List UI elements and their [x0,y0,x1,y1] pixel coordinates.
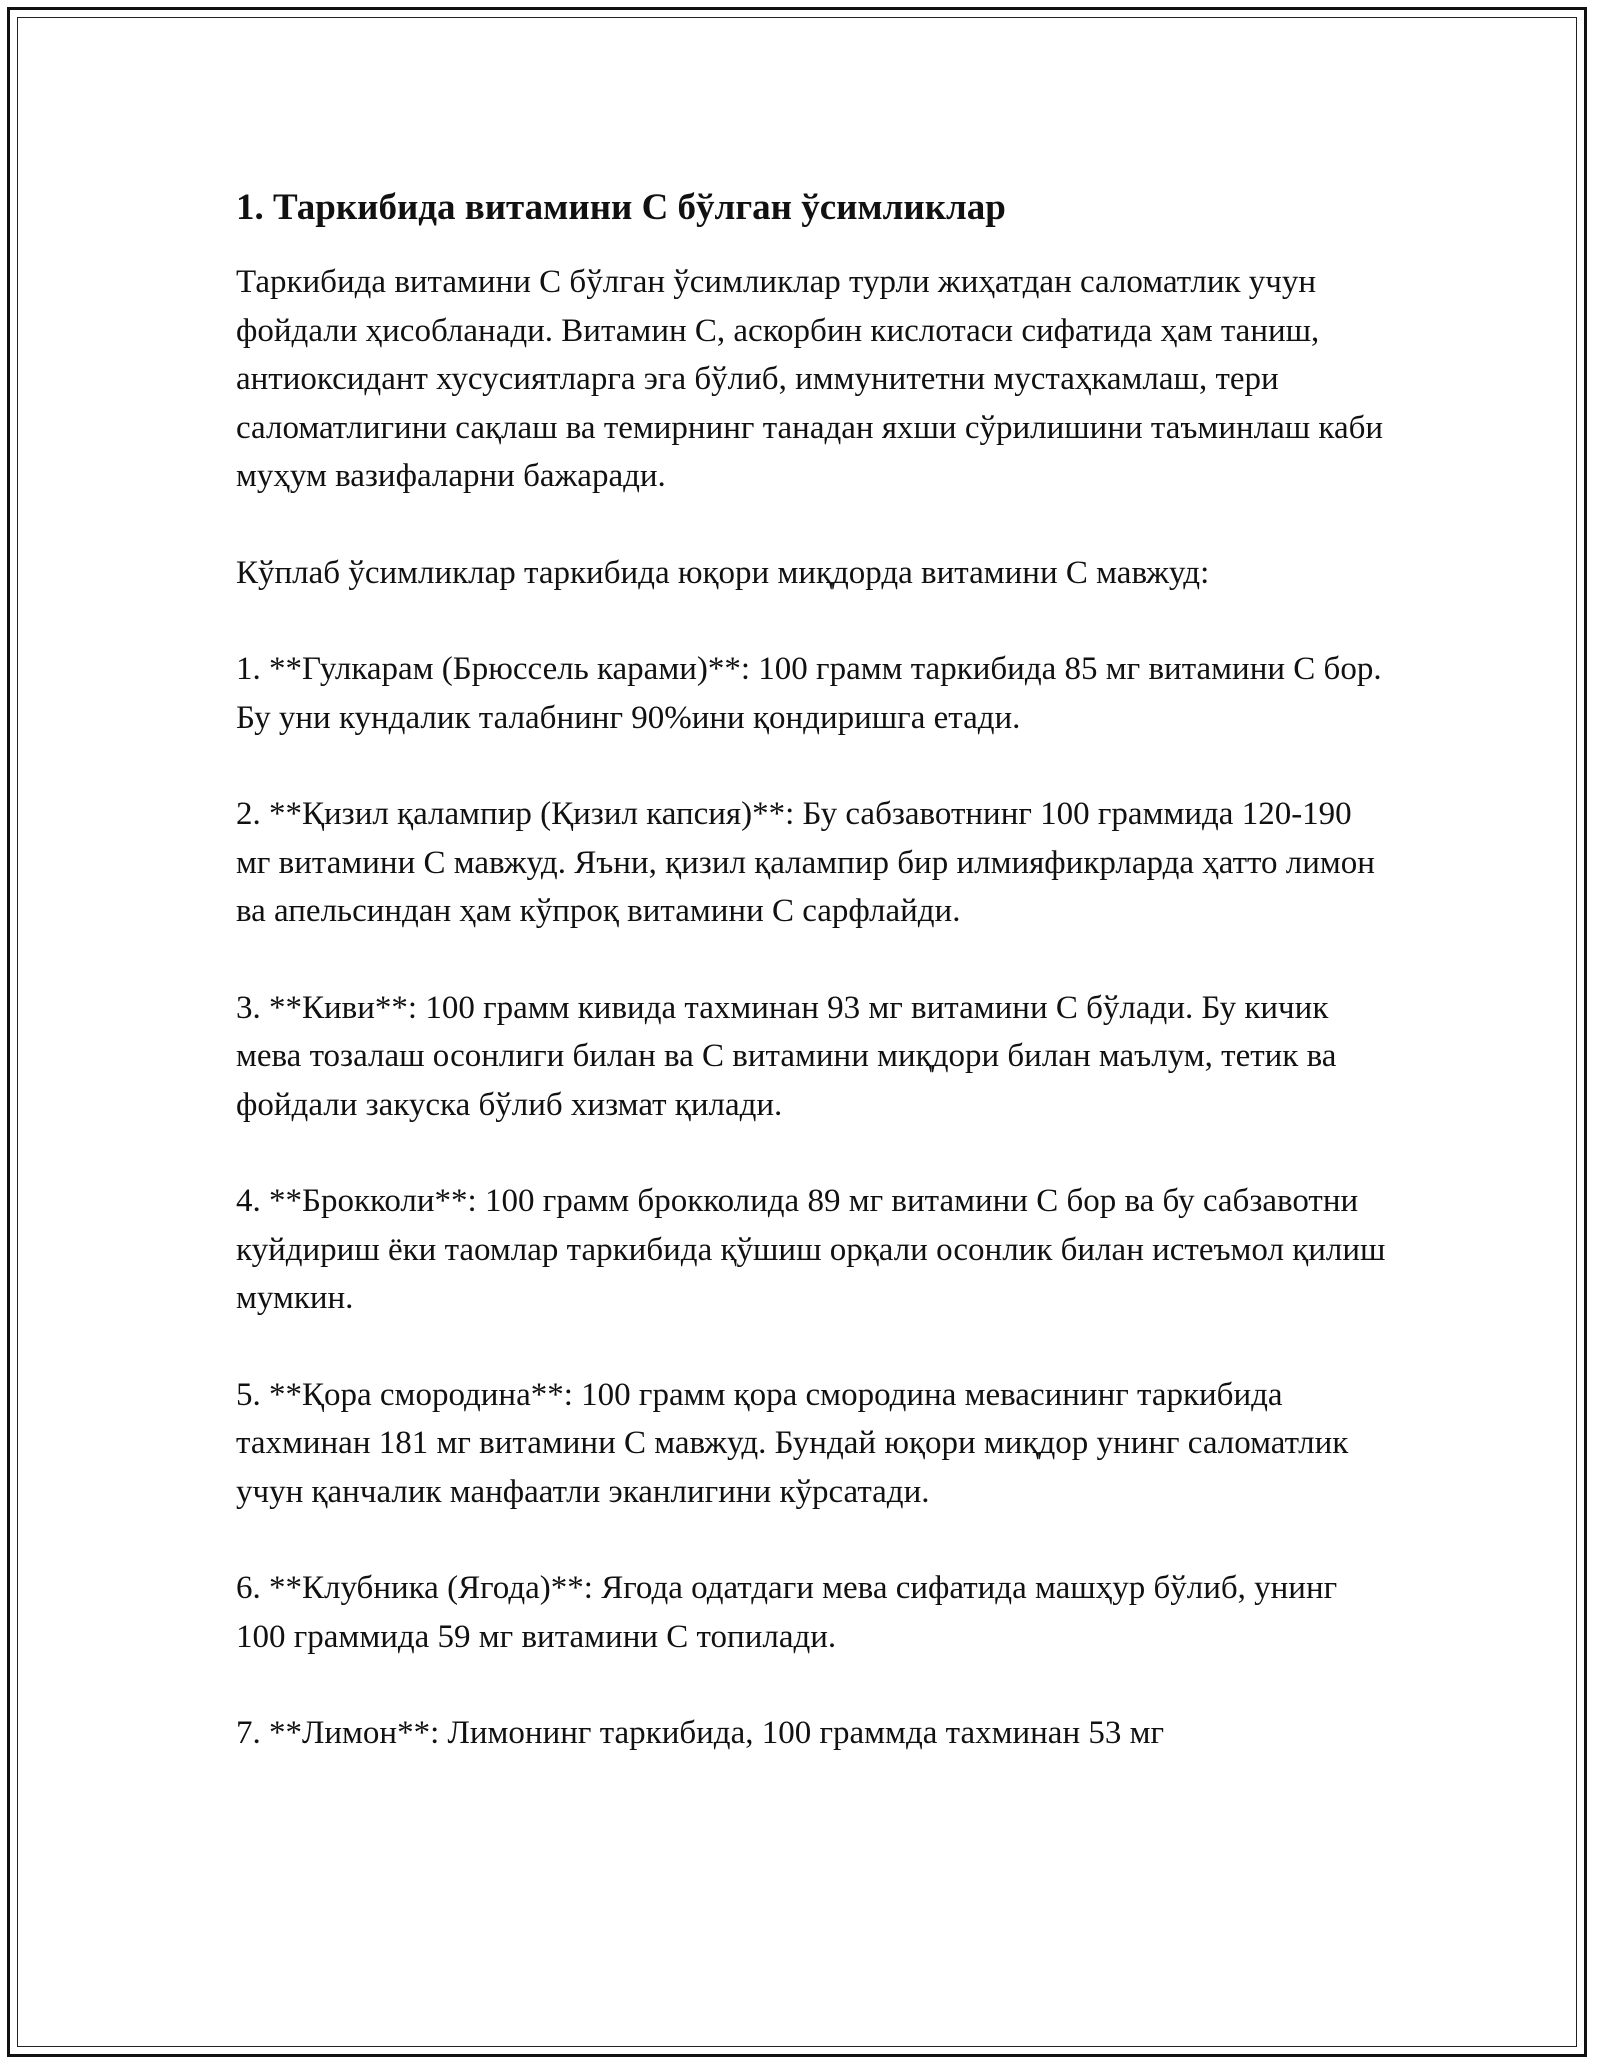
section-heading: 1. Таркибида витамини С бўлган ўсимликлар [236,187,1006,228]
intro-paragraph: Таркибида витамини С бўлган ўсимликлар турли жиҳатдан саломатлик учун фойдали ҳисобланади. Витамин С, аскорбин кислотаси сифатида ҳам таниш, антиоксидант хусусиятларга эга бўлиб, иммунитетни мустаҳкамлаш, тери саломатлигини сақлаш ва темирнинг танадан яхши сўрилишини таъминлаш каби муҳум вазифаларни бажаради. [236,264,1384,494]
list-item-lemon: 7. **Лимон**: Лимонинг таркибида, 100 граммда тахминан 53 мг [236,1715,1165,1751]
list-item-brussels-sprouts: 1. **Гулкарам (Брюссель карами)**: 100 грамм таркибида 85 мг витамини С бор. Бу уни кундалик талабнинг 90%ини қондиришга етади. [236,651,1382,736]
document-body [236,185,1386,1806]
list-item-strawberry: 6. **Клубника (Ягода)**: Ягода одатдаги мева сифатида машҳур бўлиб, унинг 100 граммида 59 мг витамини С топилади. [236,1570,1338,1655]
list-intro-paragraph: Кўплаб ўсимликлар таркибида юқори миқдорда витамини С мавжуд: [236,554,1210,591]
list-item-red-pepper: 2. **Қизил қалампир (Қизил капсия)**: Бу сабзавотнинг 100 граммида 120-190 мг витамини С мавжуд. Яъни, қизил қалампир бир илмияфикрларда ҳатто лимон ва апельсиндан ҳам кўпроқ витамини С сарфлайди. [236,796,1375,929]
list-item-broccoli: 4. **Брокколи**: 100 грамм брокколида 89 мг витамини С бор ва бу сабзавотни куйдириш ёки таомлар таркибида қўшиш орқали осонлик билан истеъмол қилиш мумкин. [236,1183,1386,1316]
list-item-kiwi: 3. **Киви**: 100 грамм кивида тахминан 93 мг витамини С бўлади. Бу кичик мева тозалаш осонлиги билан ва С витамини миқдори билан маълум, тетик ва фойдали закуска бўлиб хизмат қилади. [236,989,1337,1123]
list-item-black-currant: 5. **Қора смородина**: 100 грамм қора смородина мевасининг таркибида тахминан 181 мг витамини С мавжуд. Бундай юқори миқдор унинг саломатлик учун қанчалик манфаатли эканлигини кўрсатади. [236,1376,1349,1510]
